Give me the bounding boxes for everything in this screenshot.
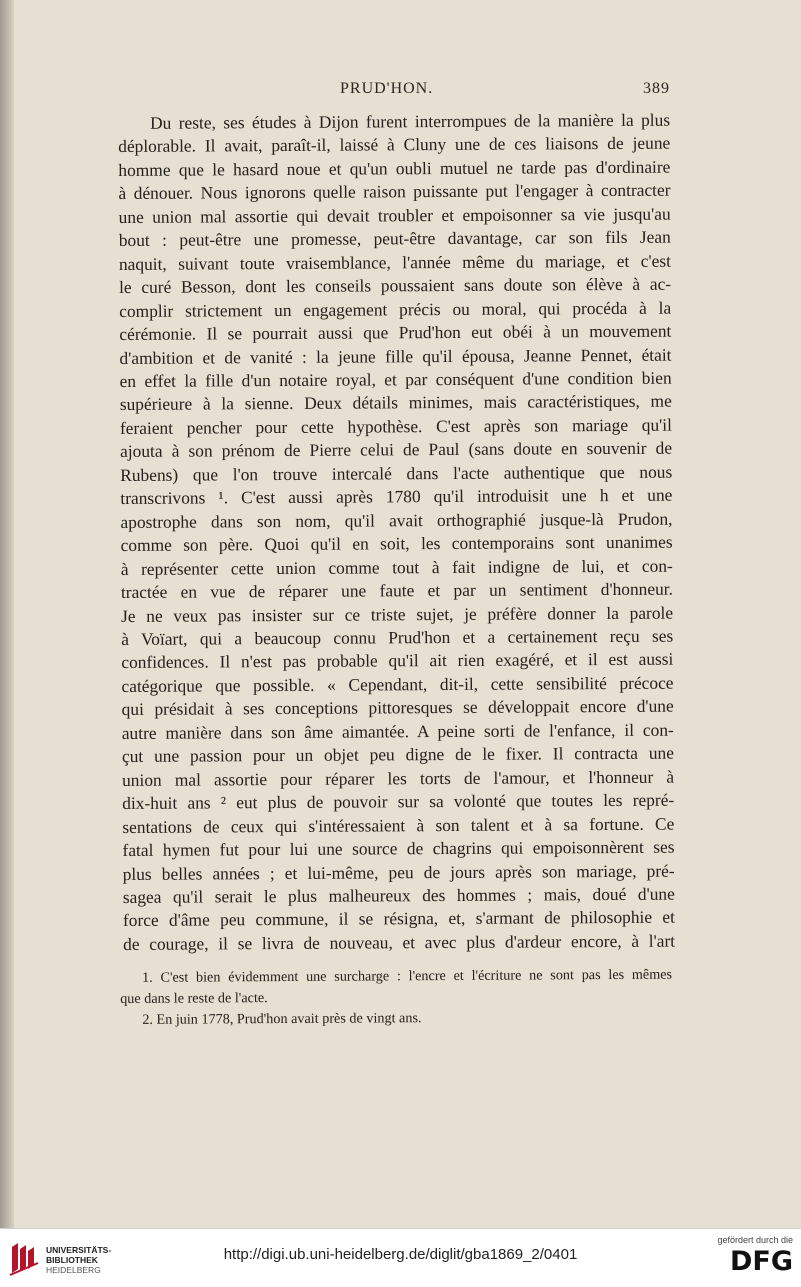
funding-text: gefördert durch die xyxy=(717,1235,793,1245)
text-line: apostrophe dans son nom, qu'il avait orthographié jusque-là Prudon, xyxy=(120,508,673,532)
text-line: naquit, suivant toute vraisemblance, l'année même du mariage, et c'est xyxy=(118,250,671,274)
text-line: transcrivons ¹. C'est aussi après 1780 qu'il introduisit une h et une xyxy=(120,484,673,509)
text-line: ajouta à son prénom de Pierre celui de Paul (sans doute en souvenir de xyxy=(120,437,673,462)
text-line: une union mal assortie qui devait troubler et empoisonner sa vie jusqu'au xyxy=(118,203,671,227)
library-name-line: BIBLIOTHEK xyxy=(46,1255,98,1265)
text-line: fatal hymen fut pour lui une source de chagrins qui empoisonnèrent ses xyxy=(122,836,675,861)
text-line: dix-huit ans ² eut plus de pouvoir sur sa volonté que toutes les repré- xyxy=(122,789,675,814)
footnotes xyxy=(120,965,672,1031)
text-line: force d'âme peu commune, il se résigna, et, s'armant de philosophie et xyxy=(122,907,675,931)
library-name-line: HEIDELBERG xyxy=(46,1265,101,1275)
text-line: qui présidait à ses conceptions pittoresques se développait encore d'une xyxy=(121,695,674,720)
text-line: cérémonie. Il se pourrait aussi que Prud'hon eut obéi à un mouvement xyxy=(119,320,672,345)
running-head xyxy=(130,80,670,104)
text-line: Du reste, ses études à Dijon furent interrompues de la manière la plus xyxy=(150,109,671,133)
text-line: autre manière dans son âme aimantée. A peine sorti de l'enfance, il con- xyxy=(121,719,674,743)
text-line: confidences. Il n'est pas probable qu'il ait rien exagéré, et il est aussi xyxy=(121,649,674,673)
text-line: çut une passion pour un objet peu digne de le fixer. Il contracta une xyxy=(121,742,674,767)
text-line: complir strictement un engagement précis ou moral, qui procéda à la xyxy=(119,297,672,321)
text-line: supérieure à la sienne. Deux détails minimes, mais caractéristiques, me xyxy=(119,391,672,415)
text-line: déplorable. Il avait, paraît-il, laissé à Cluny une de ces liaisons de jeune xyxy=(118,133,671,157)
viewer-footer xyxy=(0,1228,801,1287)
text-line: à dénouer. Nous ignorons quelle raison puissante put l'engager à contracter xyxy=(118,179,671,204)
text-line: en effet la fille d'un notaire royal, et par conséquent d'une condition bien xyxy=(119,367,672,391)
text-line: union mal assortie pour réparer les torts de l'amour, et l'honneur à xyxy=(122,766,675,790)
funder-name: DFG xyxy=(729,1246,793,1277)
text-line: catégorique que possible. « Cependant, dit-il, cette sensibilité précoce xyxy=(121,672,674,696)
text-line: de courage, il se livra de nouveau, et avec plus d'ardeur encore, à l'art xyxy=(123,930,676,954)
page-number: 389 xyxy=(643,80,670,97)
text-line: Rubens) que l'on trouve intercalé dans l'acte authentique que nous xyxy=(120,461,673,485)
text-line: à Voïart, qui a beaucoup connu Prud'hon et a certainement reçu ses xyxy=(121,625,674,649)
text-line: homme que le hasard noue et qu'un oubli mutuel ne tarde pas d'ordinaire xyxy=(118,156,671,180)
text-line: bout : peut-être une promesse, peut-être davantage, car son fils Jean xyxy=(118,226,671,251)
text-line: d'ambition et de vanité : la jeune fille qu'il épousa, Jeanne Pennet, était xyxy=(119,344,672,368)
footnote-line: 1. C'est bien évidemment une surcharge : l'encre et l'écriture ne sont pas les mêmes xyxy=(142,966,673,986)
footnote-line: 2. En juin 1778, Prud'hon avait près de vingt ans. xyxy=(142,1010,422,1028)
text-line: sentations de ceux qui s'intéressaient à son talent et à sa fortune. Ce xyxy=(122,813,675,837)
text-line: le curé Besson, dont les conseils poussaient sans doute son élève à ac- xyxy=(119,273,672,298)
permalink-url[interactable]: http://digi.ub.uni-heidelberg.de/diglit/gba1869_2/0401 xyxy=(223,1246,578,1263)
library-name-line: UNIVERSITÄTS- xyxy=(46,1245,112,1255)
text-line: feraient pencher pour cette hypothèse. C'est après son mariage qu'il xyxy=(119,414,672,438)
text-line: à représenter cette union comme tout à fait indigne de lui, et con- xyxy=(120,555,673,579)
funder-logo[interactable] xyxy=(701,1235,793,1281)
footnote-line: que dans le reste de l'acte. xyxy=(120,990,268,1007)
text-line: comme son père. Quoi qu'il en soit, les contemporains sont unanimes xyxy=(120,531,673,556)
body-text xyxy=(118,109,675,957)
running-title: PRUD'HON. xyxy=(340,80,434,97)
text-line: sagea qu'il serait le plus malheureux des hommes ; mais, doué d'une xyxy=(122,883,675,907)
text-line: plus belles années ; et lui-même, peu de jours après son mariage, pré- xyxy=(122,860,675,884)
text-line: tractée en vue de réparer une faute et par un sentiment d'honneur. xyxy=(120,578,673,603)
text-line: Je ne veux pas insister sur ce triste sujet, je préfère donner la parole xyxy=(121,602,674,626)
